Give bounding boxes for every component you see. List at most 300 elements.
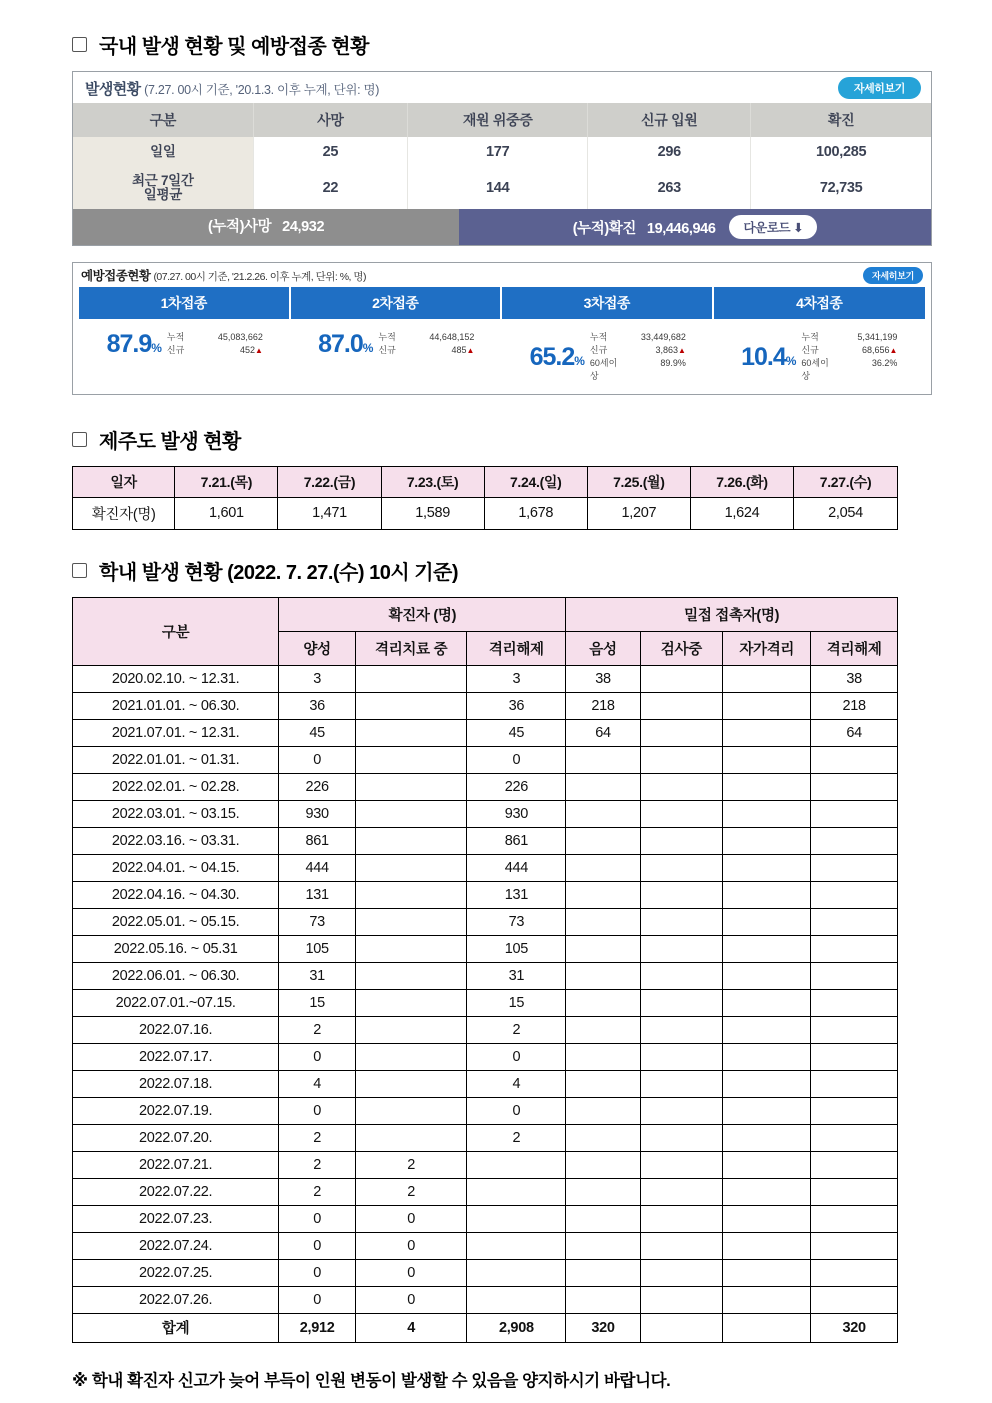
school-cell-self-isolation (723, 881, 811, 908)
school-table-row (73, 665, 898, 692)
section-heading-jeju (72, 425, 942, 454)
outbreak-col-confirmed: 확진 (751, 103, 931, 137)
dose-1-cumulative-label: 누적 (166, 332, 185, 343)
school-cell-self-isolation (723, 1016, 811, 1043)
outbreak-daily-death: 25 (253, 137, 407, 167)
school-cell-isolation-released (467, 1178, 566, 1205)
school-cell-isolation-released: 0 (467, 746, 566, 773)
school-cell-positive: 2 (279, 1151, 356, 1178)
dose-3-title: 3차접종 (502, 287, 714, 319)
school-col-self-isolation: 자가격리 (723, 631, 811, 665)
school-cell-testing (640, 881, 723, 908)
dose-1-detail (167, 331, 263, 357)
school-cell-self-isolation (723, 1124, 811, 1151)
school-cell-isolation-released (467, 1205, 566, 1232)
school-row-period: 2021.07.01. ~ 12.31. (73, 719, 279, 746)
school-cell-negative (566, 1205, 640, 1232)
dose-4-over60-label: 60세이상 (801, 358, 829, 382)
school-cell-self-isolation (723, 800, 811, 827)
school-outbreak-table (72, 597, 898, 1343)
up-arrow-icon: ▲ (466, 346, 475, 356)
school-table-row (73, 881, 898, 908)
dose-2-new-number: 485 (451, 345, 467, 356)
school-cell-testing (640, 692, 723, 719)
weekly-avg-line2: 일평균 (143, 187, 182, 203)
school-cell-in-isolation-treatment (355, 1124, 466, 1151)
school-cell-testing (640, 935, 723, 962)
school-cell-positive: 444 (279, 854, 356, 881)
school-row-period: 2022.03.16. ~ 03.31. (73, 827, 279, 854)
school-cell-negative (566, 827, 640, 854)
school-row-period: 2021.01.01. ~ 06.30. (73, 692, 279, 719)
dose-3-cumulative-label: 누적 (589, 332, 608, 343)
school-cell-isolation-released: 930 (467, 800, 566, 827)
spacer (72, 530, 942, 556)
school-cell-contact-isolation-released (811, 1043, 898, 1070)
outbreak-weekly-critical: 144 (408, 167, 588, 209)
dose-2-cumulative-label: 누적 (378, 332, 396, 343)
dose-3-cumulative-row (590, 331, 686, 344)
school-cell-positive: 31 (279, 962, 356, 989)
school-cell-isolation-released: 861 (467, 827, 566, 854)
dose-2-new-row (378, 344, 474, 357)
school-row-period: 2022.07.16. (73, 1016, 279, 1043)
school-cell-testing (640, 1070, 723, 1097)
school-cell-positive: 0 (279, 1286, 356, 1313)
school-cell-in-isolation-treatment (355, 908, 466, 935)
outbreak-table-row (73, 137, 931, 167)
dose-3-detail (590, 331, 686, 383)
school-cell-testing (640, 908, 723, 935)
school-cell-in-isolation-treatment (355, 854, 466, 881)
school-cell-isolation-released (467, 1232, 566, 1259)
section-heading-jeju-label: 제주도 발생 현황 (99, 430, 241, 453)
square-bullet-icon (72, 432, 87, 447)
school-cell-negative (566, 773, 640, 800)
dose-4-new-row (801, 344, 897, 357)
school-cell-positive: 2 (279, 1016, 356, 1043)
school-cell-in-isolation-treatment (355, 1043, 466, 1070)
school-cell-negative (566, 746, 640, 773)
jeju-value-0725: 1,207 (587, 497, 690, 529)
school-cell-negative (566, 1097, 640, 1124)
school-cell-negative: 218 (566, 692, 640, 719)
school-row-period: 2022.07.21. (73, 1151, 279, 1178)
school-cell-negative: 320 (566, 1313, 640, 1342)
school-cell-self-isolation (723, 1070, 811, 1097)
outbreak-weekly-confirmed: 72,735 (751, 167, 931, 209)
school-cell-positive: 4 (279, 1070, 356, 1097)
vaccination-dose-3 (502, 287, 714, 393)
school-cell-in-isolation-treatment (355, 881, 466, 908)
square-bullet-icon (72, 37, 87, 52)
school-cell-isolation-released: 73 (467, 908, 566, 935)
school-cell-contact-isolation-released (811, 1232, 898, 1259)
school-table-row (73, 1070, 898, 1097)
dose-3-new-value (630, 344, 686, 357)
school-cell-in-isolation-treatment: 2 (355, 1178, 466, 1205)
school-cell-testing (640, 1205, 723, 1232)
school-cell-in-isolation-treatment (355, 962, 466, 989)
dose-4-body (714, 319, 926, 393)
school-cell-contact-isolation-released (811, 800, 898, 827)
jeju-row-label: 확진자(명) (73, 497, 175, 529)
school-cell-testing (640, 1286, 723, 1313)
section-heading-school-label: 학내 발생 현황 (2022. 7. 27.(수) 10시 기준) (99, 561, 459, 584)
cumulative-death-label: (누적)사망 (207, 219, 272, 236)
school-cell-positive: 0 (279, 746, 356, 773)
school-cell-testing (640, 1259, 723, 1286)
school-cell-positive: 73 (279, 908, 356, 935)
school-cell-in-isolation-treatment (355, 1070, 466, 1097)
dose-1-cumulative-value: 45,083,662 (217, 332, 263, 343)
dose-4-new-number: 68,656 (861, 345, 890, 356)
school-col-in-isolation-treatment: 격리치료 중 (355, 631, 466, 665)
school-table-row (73, 989, 898, 1016)
dose-4-detail (801, 331, 897, 383)
dose-2-percent-wrap (318, 329, 373, 358)
school-row-period: 2022.07.25. (73, 1259, 279, 1286)
dose-4-new-label: 신규 (801, 345, 819, 356)
school-cell-testing (640, 1232, 723, 1259)
school-cell-in-isolation-treatment: 0 (355, 1205, 466, 1232)
school-cell-negative (566, 1043, 640, 1070)
school-cell-negative: 64 (566, 719, 640, 746)
school-cell-self-isolation (723, 827, 811, 854)
school-cell-testing (640, 1043, 723, 1070)
cumulative-confirmed-block (459, 209, 931, 245)
download-button[interactable]: 다운로드 ⬇ (729, 215, 817, 239)
school-table-row (73, 1097, 898, 1124)
school-cell-in-isolation-treatment (355, 719, 466, 746)
dose-4-new-value (841, 344, 897, 357)
school-cell-in-isolation-treatment (355, 746, 466, 773)
school-cell-testing (640, 1313, 723, 1342)
school-cell-contact-isolation-released (811, 908, 898, 935)
vaccination-banner-titlebar (73, 263, 931, 287)
school-cell-isolation-released: 31 (467, 962, 566, 989)
school-cell-contact-isolation-released (811, 827, 898, 854)
section-heading-domestic-label: 국내 발생 현황 및 예방접종 현황 (99, 36, 369, 58)
school-table-row (73, 1205, 898, 1232)
cumulative-confirmed-label: (누적)확진 (572, 220, 637, 237)
dose-2-detail (378, 331, 474, 357)
school-cell-isolation-released (467, 1259, 566, 1286)
school-row-period: 2022.05.01. ~ 05.15. (73, 908, 279, 935)
school-cell-isolation-released: 0 (467, 1043, 566, 1070)
school-row-period: 2022.07.26. (73, 1286, 279, 1313)
outbreak-banner-title-text: 발생현황 (85, 80, 141, 98)
school-cell-testing (640, 1151, 723, 1178)
school-col-contact-isolation-released: 격리해제 (811, 631, 898, 665)
school-cell-self-isolation (723, 962, 811, 989)
school-cell-contact-isolation-released (811, 1178, 898, 1205)
school-row-period: 2022.07.24. (73, 1232, 279, 1259)
outbreak-banner-subtitle: (7.27. 00시 기준, '20.1.3. 이후 누계, 단위: 명) (144, 82, 380, 97)
school-table-row (73, 1151, 898, 1178)
school-cell-isolation-released: 2 (467, 1016, 566, 1043)
up-arrow-icon: ▲ (255, 346, 263, 356)
school-row-period: 2022.03.01. ~ 03.15. (73, 800, 279, 827)
school-table-row (73, 719, 898, 746)
vaccination-dose-2 (291, 287, 503, 393)
school-table-row (73, 1124, 898, 1151)
school-cell-contact-isolation-released (811, 935, 898, 962)
jeju-value-0726: 1,624 (690, 497, 793, 529)
dose-2-title: 2차접종 (291, 287, 503, 319)
school-cell-in-isolation-treatment (355, 827, 466, 854)
dose-3-body (502, 319, 714, 393)
outbreak-banner-title (85, 78, 379, 99)
school-cell-negative (566, 1070, 640, 1097)
school-table-row (73, 1043, 898, 1070)
school-table-row (73, 962, 898, 989)
up-arrow-icon: ▲ (678, 346, 686, 356)
dose-1-cumulative-row (167, 331, 263, 344)
outbreak-col-division: 구분 (73, 103, 253, 137)
square-bullet-icon (72, 563, 87, 578)
cumulative-death-block (73, 209, 459, 245)
school-cell-positive: 3 (279, 665, 356, 692)
dose-1-percent: 87.9 (106, 329, 152, 358)
cumulative-confirmed-value: 19,446,946 (646, 220, 716, 237)
outbreak-col-death: 사망 (253, 103, 407, 137)
jeju-col-0725: 7.25.(월) (587, 466, 690, 497)
jeju-table (72, 466, 898, 530)
dose-3-percent-unit: % (574, 353, 584, 368)
school-cell-negative (566, 800, 640, 827)
school-row-period: 2022.04.01. ~ 04.15. (73, 854, 279, 881)
dose-3-over60-row (590, 357, 686, 383)
school-row-period: 2022.07.19. (73, 1097, 279, 1124)
school-cell-contact-isolation-released (811, 1016, 898, 1043)
outbreak-weekly-death: 22 (253, 167, 407, 209)
school-cell-positive: 2 (279, 1124, 356, 1151)
outbreak-status-banner (72, 71, 932, 246)
school-table-row (73, 692, 898, 719)
school-cell-in-isolation-treatment: 4 (355, 1313, 466, 1342)
school-cell-self-isolation (723, 1232, 811, 1259)
outbreak-row-label-daily: 일일 (73, 137, 253, 167)
school-table-body (73, 665, 898, 1342)
school-cell-positive: 0 (279, 1259, 356, 1286)
school-cell-contact-isolation-released (811, 881, 898, 908)
school-cell-positive: 0 (279, 1043, 356, 1070)
school-table-row (73, 1178, 898, 1205)
school-table-row (73, 827, 898, 854)
school-col-negative: 음성 (566, 631, 640, 665)
dose-1-body (79, 319, 291, 367)
school-cell-isolation-released: 2 (467, 1124, 566, 1151)
school-cell-in-isolation-treatment: 0 (355, 1259, 466, 1286)
school-cell-positive: 0 (279, 1097, 356, 1124)
school-col-positive: 양성 (279, 631, 356, 665)
dose-4-percent-wrap (741, 342, 796, 371)
school-cell-negative (566, 854, 640, 881)
jeju-col-0724: 7.24.(일) (484, 466, 587, 497)
jeju-col-0726: 7.26.(화) (690, 466, 793, 497)
vaccination-banner-title-text: 예방접종현황 (81, 269, 151, 284)
school-cell-contact-isolation-released: 38 (811, 665, 898, 692)
vaccination-dose-1 (79, 287, 291, 393)
outbreak-col-new-admission: 신규 입원 (588, 103, 751, 137)
spacer (72, 395, 942, 425)
jeju-value-0722: 1,471 (278, 497, 381, 529)
school-cell-contact-isolation-released (811, 1070, 898, 1097)
vaccination-detail-button[interactable]: 자세히보기 (863, 267, 923, 284)
dose-1-new-row (167, 344, 263, 357)
school-table-row (73, 800, 898, 827)
school-row-period: 합계 (73, 1313, 279, 1342)
outbreak-daily-critical: 177 (408, 137, 588, 167)
school-table-row (73, 908, 898, 935)
outbreak-banner-footer (73, 209, 931, 245)
school-cell-testing (640, 1124, 723, 1151)
school-cell-testing (640, 1097, 723, 1124)
dose-4-over60-row (801, 357, 897, 383)
school-cell-isolation-released: 3 (467, 665, 566, 692)
dose-3-new-number: 3,863 (655, 345, 678, 356)
dose-2-percent-unit: % (362, 340, 373, 355)
school-cell-isolation-released: 0 (467, 1097, 566, 1124)
dose-1-percent-unit: % (151, 340, 161, 355)
vaccination-status-banner (72, 262, 932, 394)
school-cell-isolation-released: 444 (467, 854, 566, 881)
school-cell-isolation-released (467, 1286, 566, 1313)
school-cell-positive: 0 (279, 1205, 356, 1232)
school-cell-contact-isolation-released (811, 1151, 898, 1178)
dose-4-percent: 10.4 (741, 342, 786, 371)
school-row-period: 2022.02.01. ~ 02.28. (73, 773, 279, 800)
outbreak-table-header-row (73, 103, 931, 137)
school-cell-testing (640, 827, 723, 854)
school-cell-positive: 2,912 (279, 1313, 356, 1342)
school-cell-negative: 38 (566, 665, 640, 692)
dose-3-percent-wrap (529, 342, 584, 371)
school-cell-isolation-released: 105 (467, 935, 566, 962)
school-table-row (73, 1286, 898, 1313)
dose-3-new-label: 신규 (589, 345, 608, 356)
school-cell-self-isolation (723, 935, 811, 962)
school-cell-self-isolation (723, 773, 811, 800)
school-table-row (73, 746, 898, 773)
school-cell-positive: 131 (279, 881, 356, 908)
outbreak-daily-confirmed: 100,285 (751, 137, 931, 167)
school-row-period: 2022.07.23. (73, 1205, 279, 1232)
dose-4-over60-value: 36.2% (871, 358, 898, 369)
school-cell-testing (640, 1016, 723, 1043)
school-table-row (73, 1232, 898, 1259)
school-cell-positive: 36 (279, 692, 356, 719)
dose-4-cumulative-row (801, 331, 897, 344)
vaccination-dose-4 (714, 287, 926, 393)
school-cell-testing (640, 746, 723, 773)
school-cell-self-isolation (723, 908, 811, 935)
dose-3-over60-value: 89.9% (660, 358, 686, 369)
dose-1-new-value (207, 344, 263, 357)
dose-3-percent: 65.2 (529, 342, 575, 371)
school-cell-positive: 45 (279, 719, 356, 746)
dose-4-title: 4차접종 (714, 287, 926, 319)
school-row-period: 2022.07.01.~07.15. (73, 989, 279, 1016)
school-row-period: 2022.04.16. ~ 04.30. (73, 881, 279, 908)
jeju-col-0721: 7.21.(목) (175, 466, 278, 497)
weekly-avg-line1: 최근 7일간 (132, 173, 194, 188)
school-header-row-1 (73, 597, 898, 631)
school-cell-in-isolation-treatment: 0 (355, 1232, 466, 1259)
school-cell-self-isolation (723, 1259, 811, 1286)
school-col-division: 구분 (73, 597, 279, 665)
school-cell-isolation-released: 2,908 (467, 1313, 566, 1342)
vaccination-banner-title (81, 266, 366, 284)
cumulative-death-value: 24,932 (282, 219, 325, 236)
school-cell-contact-isolation-released (811, 854, 898, 881)
school-table-row (73, 1016, 898, 1043)
school-cell-positive: 2 (279, 1178, 356, 1205)
outbreak-weekly-new-admission: 263 (588, 167, 751, 209)
school-cell-contact-isolation-released (811, 1097, 898, 1124)
school-row-period: 2022.07.18. (73, 1070, 279, 1097)
school-cell-contact-isolation-released (811, 773, 898, 800)
school-row-period: 2022.07.20. (73, 1124, 279, 1151)
school-group-contacts: 밀접 접촉자(명) (566, 597, 898, 631)
school-cell-testing (640, 665, 723, 692)
vaccination-banner-subtitle: (07.27. 00시 기준, '21.2.26. 이후 누계, 단위: %, 명) (153, 271, 367, 284)
school-cell-testing (640, 854, 723, 881)
school-col-testing: 검사중 (640, 631, 723, 665)
school-cell-testing (640, 773, 723, 800)
school-cell-self-isolation (723, 1043, 811, 1070)
school-cell-negative (566, 962, 640, 989)
school-total-row (73, 1313, 898, 1342)
jeju-value-0721: 1,601 (175, 497, 278, 529)
school-cell-contact-isolation-released (811, 1259, 898, 1286)
dose-3-over60-label: 60세이상 (589, 358, 618, 382)
school-cell-testing (640, 719, 723, 746)
school-cell-contact-isolation-released: 320 (811, 1313, 898, 1342)
school-cell-self-isolation (723, 1205, 811, 1232)
school-cell-self-isolation (723, 1097, 811, 1124)
school-cell-negative (566, 908, 640, 935)
footnote: ※ 학내 확진자 신고가 늦어 부득이 인원 변동이 발생할 수 있음을 양지하시기 바랍니다. (72, 1371, 671, 1390)
outbreak-table-row (73, 167, 931, 209)
school-cell-self-isolation (723, 854, 811, 881)
outbreak-daily-new-admission: 296 (588, 137, 751, 167)
school-cell-positive: 861 (279, 827, 356, 854)
school-cell-negative (566, 989, 640, 1016)
school-cell-self-isolation (723, 1151, 811, 1178)
school-cell-in-isolation-treatment (355, 692, 466, 719)
school-cell-contact-isolation-released: 218 (811, 692, 898, 719)
dose-2-percent: 87.0 (318, 329, 363, 358)
school-col-isolation-released: 격리해제 (467, 631, 566, 665)
jeju-col-0723: 7.23.(토) (381, 466, 484, 497)
dose-2-cumulative-value: 44,648,152 (429, 332, 475, 343)
dose-2-body (291, 319, 503, 367)
dose-3-new-row (590, 344, 686, 357)
section-heading-domestic (72, 30, 942, 59)
vaccination-dose-grid (73, 287, 931, 393)
school-cell-isolation-released: 4 (467, 1070, 566, 1097)
dose-1-title: 1차접종 (79, 287, 291, 319)
school-row-period: 2022.07.17. (73, 1043, 279, 1070)
outbreak-detail-button[interactable]: 자세히보기 (838, 77, 921, 99)
school-cell-negative (566, 1178, 640, 1205)
school-cell-contact-isolation-released (811, 1286, 898, 1313)
school-cell-self-isolation (723, 1313, 811, 1342)
school-cell-negative (566, 881, 640, 908)
school-cell-self-isolation (723, 746, 811, 773)
